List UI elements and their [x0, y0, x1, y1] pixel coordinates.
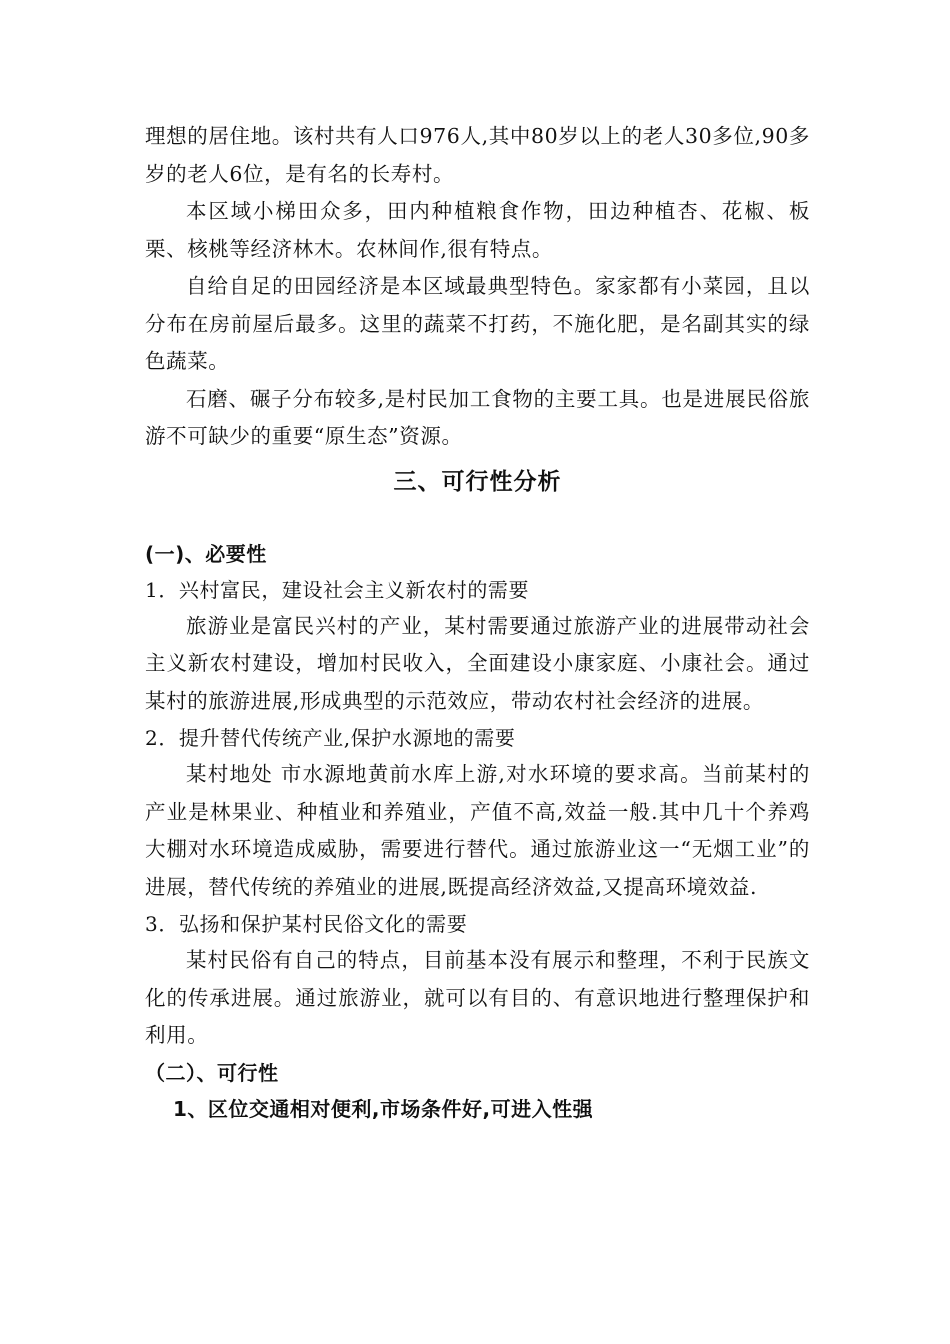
feasibility-heading: （二）、可行性: [145, 1060, 279, 1085]
necessity-heading: (一)、必要性: [145, 541, 267, 566]
necessity-item-1-title: 1．兴村富民，建设社会主义新农村的需要: [145, 577, 530, 602]
necessity-item-1-body: 旅游业是富民兴村的产业，某村需要通过旅游产业的进展带动社会主义新农村建设，增加村民收入，全面建设小康家庭、小康社会。通过某村的旅游进展,形成典型的示范效应，带动农村社会经济的进展。: [145, 613, 810, 713]
necessity-item-3-body: 某村民俗有自己的特点，目前基本没有展示和整理，不利于民族文化的传承进展。通过旅游业，就可以有目的、有意识地进行整理保护和利用。: [145, 948, 810, 1047]
paragraph-terraces: 本区域小梯田众多，田内种植粮食作物，田边种植杏、花椒、板栗、核桃等经济林木。农林间作,很有特点。: [145, 199, 810, 261]
section-title: 三、可行性分析: [393, 468, 562, 495]
necessity-item-2-body: 某村地处 市水源地黄前水库上游,对水环境的要求高。当前某村的产业是林果业、种植业和养殖业，产值不高,效益一般.其中几十个养鸡大棚对水环境造成威胁，需要进行替代。通过旅游业这一“无烟工业”的进展，替代传统的养殖业的进展,既提高经济效益,又提高环境效益.: [145, 762, 810, 899]
feasibility-point-1: 1、区位交通相对便利,市场条件好,可进入性强: [173, 1096, 594, 1121]
necessity-item-2-title: 2．提升替代传统产业,保护水源地的需要: [145, 726, 516, 750]
paragraph-population: 理想的居住地。该村共有人口976人,其中80岁以上的老人30多位,90多岁的老人6位，是有名的长寿村。: [145, 124, 810, 186]
paragraph-millstones: 石磨、碾子分布较多,是村民加工食物的主要工具。也是进展民俗旅游不可缺少的重要“原生态”资源。: [145, 386, 810, 448]
necessity-item-3-title: 3．弘扬和保护某村民俗文化的需要: [145, 912, 468, 936]
document-body: [145, 118, 810, 1128]
paragraph-garden-economy: 自给自足的田园经济是本区域最典型特色。家家都有小菜园，且以分布在房前屋后最多。这里的蔬菜不打药，不施化肥，是名副其实的绿色蔬菜。: [145, 274, 810, 373]
